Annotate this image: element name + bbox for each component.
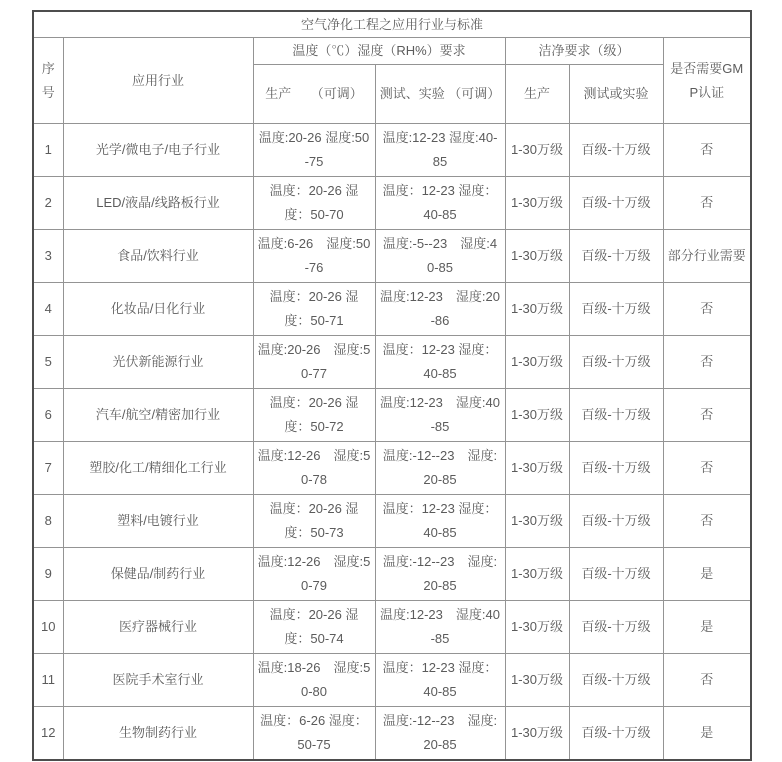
- header-gmp: 是否需要GMP认证: [663, 38, 751, 123]
- clean-test-cell: 百级-十万级: [569, 176, 663, 229]
- row-index-cell: 5: [33, 335, 63, 388]
- temp-test-cell: 温度:12-23 湿度:40-85: [375, 600, 505, 653]
- industry-cell: 化妆品/日化行业: [63, 282, 253, 335]
- clean-prod-cell: 1-30万级: [505, 494, 569, 547]
- gmp-cell: 否: [663, 441, 751, 494]
- temp-prod-cell: 温度：20-26 湿度：50-72: [253, 388, 375, 441]
- industry-cell: 保健品/制药行业: [63, 547, 253, 600]
- temp-test-cell: 温度:-12--23 湿度:20-85: [375, 706, 505, 760]
- table-row: [33, 441, 751, 494]
- temp-prod-cell: 温度：6-26 湿度：50-75: [253, 706, 375, 760]
- clean-test-cell: 百级-十万级: [569, 653, 663, 706]
- row-index-cell: 10: [33, 600, 63, 653]
- table-title: 空气净化工程之应用行业与标准: [33, 11, 751, 38]
- temp-test-cell: 温度：12-23 湿度：40-85: [375, 653, 505, 706]
- temp-prod-cell: 温度:20-26 湿度:50-75: [253, 123, 375, 176]
- standards-table: [32, 10, 752, 761]
- industry-cell: 光伏新能源行业: [63, 335, 253, 388]
- clean-test-cell: 百级-十万级: [569, 706, 663, 760]
- clean-test-cell: 百级-十万级: [569, 547, 663, 600]
- clean-prod-cell: 1-30万级: [505, 653, 569, 706]
- header-clean-test: 测试或实验: [569, 64, 663, 123]
- clean-prod-cell: 1-30万级: [505, 176, 569, 229]
- temp-prod-cell: 温度:20-26 湿度:50-77: [253, 335, 375, 388]
- row-index-cell: 3: [33, 229, 63, 282]
- industry-cell: 生物制药行业: [63, 706, 253, 760]
- temp-prod-cell: 温度：20-26 湿度：50-74: [253, 600, 375, 653]
- clean-prod-cell: 1-30万级: [505, 388, 569, 441]
- temp-test-cell: 温度:12-23 湿度:20-86: [375, 282, 505, 335]
- temp-test-cell: 温度:-12--23 湿度:20-85: [375, 547, 505, 600]
- header-industry: 应用行业: [63, 38, 253, 123]
- clean-prod-cell: 1-30万级: [505, 600, 569, 653]
- clean-prod-cell: 1-30万级: [505, 335, 569, 388]
- clean-test-cell: 百级-十万级: [569, 335, 663, 388]
- gmp-cell: 是: [663, 547, 751, 600]
- gmp-cell: 否: [663, 176, 751, 229]
- industry-cell: 汽车/航空/精密加行业: [63, 388, 253, 441]
- gmp-cell: 否: [663, 653, 751, 706]
- temp-prod-cell: 温度：20-26 湿度：50-70: [253, 176, 375, 229]
- header-row-groups: [33, 38, 751, 64]
- temp-test-cell: 温度：12-23 湿度：40-85: [375, 494, 505, 547]
- table-row: [33, 335, 751, 388]
- gmp-cell: 否: [663, 282, 751, 335]
- gmp-cell: 否: [663, 494, 751, 547]
- industry-cell: 医疗器械行业: [63, 600, 253, 653]
- temp-prod-cell: 温度：20-26 湿度：50-71: [253, 282, 375, 335]
- temp-prod-cell: 温度：20-26 湿度：50-73: [253, 494, 375, 547]
- header-temp-humidity-group: 温度（℃）湿度（RH%）要求: [253, 38, 505, 64]
- row-index-cell: 6: [33, 388, 63, 441]
- gmp-cell: 是: [663, 600, 751, 653]
- table-row: [33, 229, 751, 282]
- row-index-cell: 8: [33, 494, 63, 547]
- table-title-row: [33, 11, 751, 38]
- gmp-cell: 是: [663, 706, 751, 760]
- table-row: [33, 282, 751, 335]
- header-temp-prod: 生产 （可调）: [253, 64, 375, 123]
- gmp-cell: 否: [663, 388, 751, 441]
- row-index-cell: 1: [33, 123, 63, 176]
- gmp-cell: 否: [663, 335, 751, 388]
- temp-prod-cell: 温度:12-26 湿度:50-78: [253, 441, 375, 494]
- row-index-cell: 7: [33, 441, 63, 494]
- temp-test-cell: 温度:-5--23 湿度:40-85: [375, 229, 505, 282]
- industry-cell: 食品/饮料行业: [63, 229, 253, 282]
- industry-cell: 塑胶/化工/精细化工行业: [63, 441, 253, 494]
- temp-test-cell: 温度:-12--23 湿度:20-85: [375, 441, 505, 494]
- gmp-cell: 否: [663, 123, 751, 176]
- industry-cell: 医院手术室行业: [63, 653, 253, 706]
- temp-prod-cell: 温度:18-26 湿度:50-80: [253, 653, 375, 706]
- header-temp-test: 测试、实验 （可调）: [375, 64, 505, 123]
- temp-prod-cell: 温度:12-26 湿度:50-79: [253, 547, 375, 600]
- industry-cell: 塑料/电镀行业: [63, 494, 253, 547]
- row-index-cell: 9: [33, 547, 63, 600]
- clean-test-cell: 百级-十万级: [569, 229, 663, 282]
- clean-test-cell: 百级-十万级: [569, 600, 663, 653]
- header-clean-prod: 生产: [505, 64, 569, 123]
- gmp-cell: 部分行业需要: [663, 229, 751, 282]
- table-row: [33, 388, 751, 441]
- table-row: [33, 653, 751, 706]
- clean-test-cell: 百级-十万级: [569, 494, 663, 547]
- row-index-cell: 11: [33, 653, 63, 706]
- clean-prod-cell: 1-30万级: [505, 229, 569, 282]
- industry-cell: 光学/微电子/电子行业: [63, 123, 253, 176]
- clean-prod-cell: 1-30万级: [505, 706, 569, 760]
- clean-test-cell: 百级-十万级: [569, 388, 663, 441]
- clean-test-cell: 百级-十万级: [569, 282, 663, 335]
- temp-test-cell: 温度：12-23 湿度：40-85: [375, 335, 505, 388]
- clean-prod-cell: 1-30万级: [505, 282, 569, 335]
- clean-test-cell: 百级-十万级: [569, 441, 663, 494]
- table-row: [33, 600, 751, 653]
- temp-prod-cell: 温度:6-26 湿度:50-76: [253, 229, 375, 282]
- clean-test-cell: 百级-十万级: [569, 123, 663, 176]
- industry-cell: LED/液晶/线路板行业: [63, 176, 253, 229]
- clean-prod-cell: 1-30万级: [505, 547, 569, 600]
- temp-test-cell: 温度:12-23 湿度:40-85: [375, 123, 505, 176]
- header-clean-group: 洁净要求（级）: [505, 38, 663, 64]
- table-row: [33, 706, 751, 760]
- temp-test-cell: 温度：12-23 湿度：40-85: [375, 176, 505, 229]
- table-row: [33, 123, 751, 176]
- header-index: 序号: [33, 38, 63, 123]
- clean-prod-cell: 1-30万级: [505, 123, 569, 176]
- table-row: [33, 547, 751, 600]
- clean-prod-cell: 1-30万级: [505, 441, 569, 494]
- row-index-cell: 2: [33, 176, 63, 229]
- table-row: [33, 494, 751, 547]
- table-row: [33, 176, 751, 229]
- row-index-cell: 12: [33, 706, 63, 760]
- row-index-cell: 4: [33, 282, 63, 335]
- temp-test-cell: 温度:12-23 湿度:40-85: [375, 388, 505, 441]
